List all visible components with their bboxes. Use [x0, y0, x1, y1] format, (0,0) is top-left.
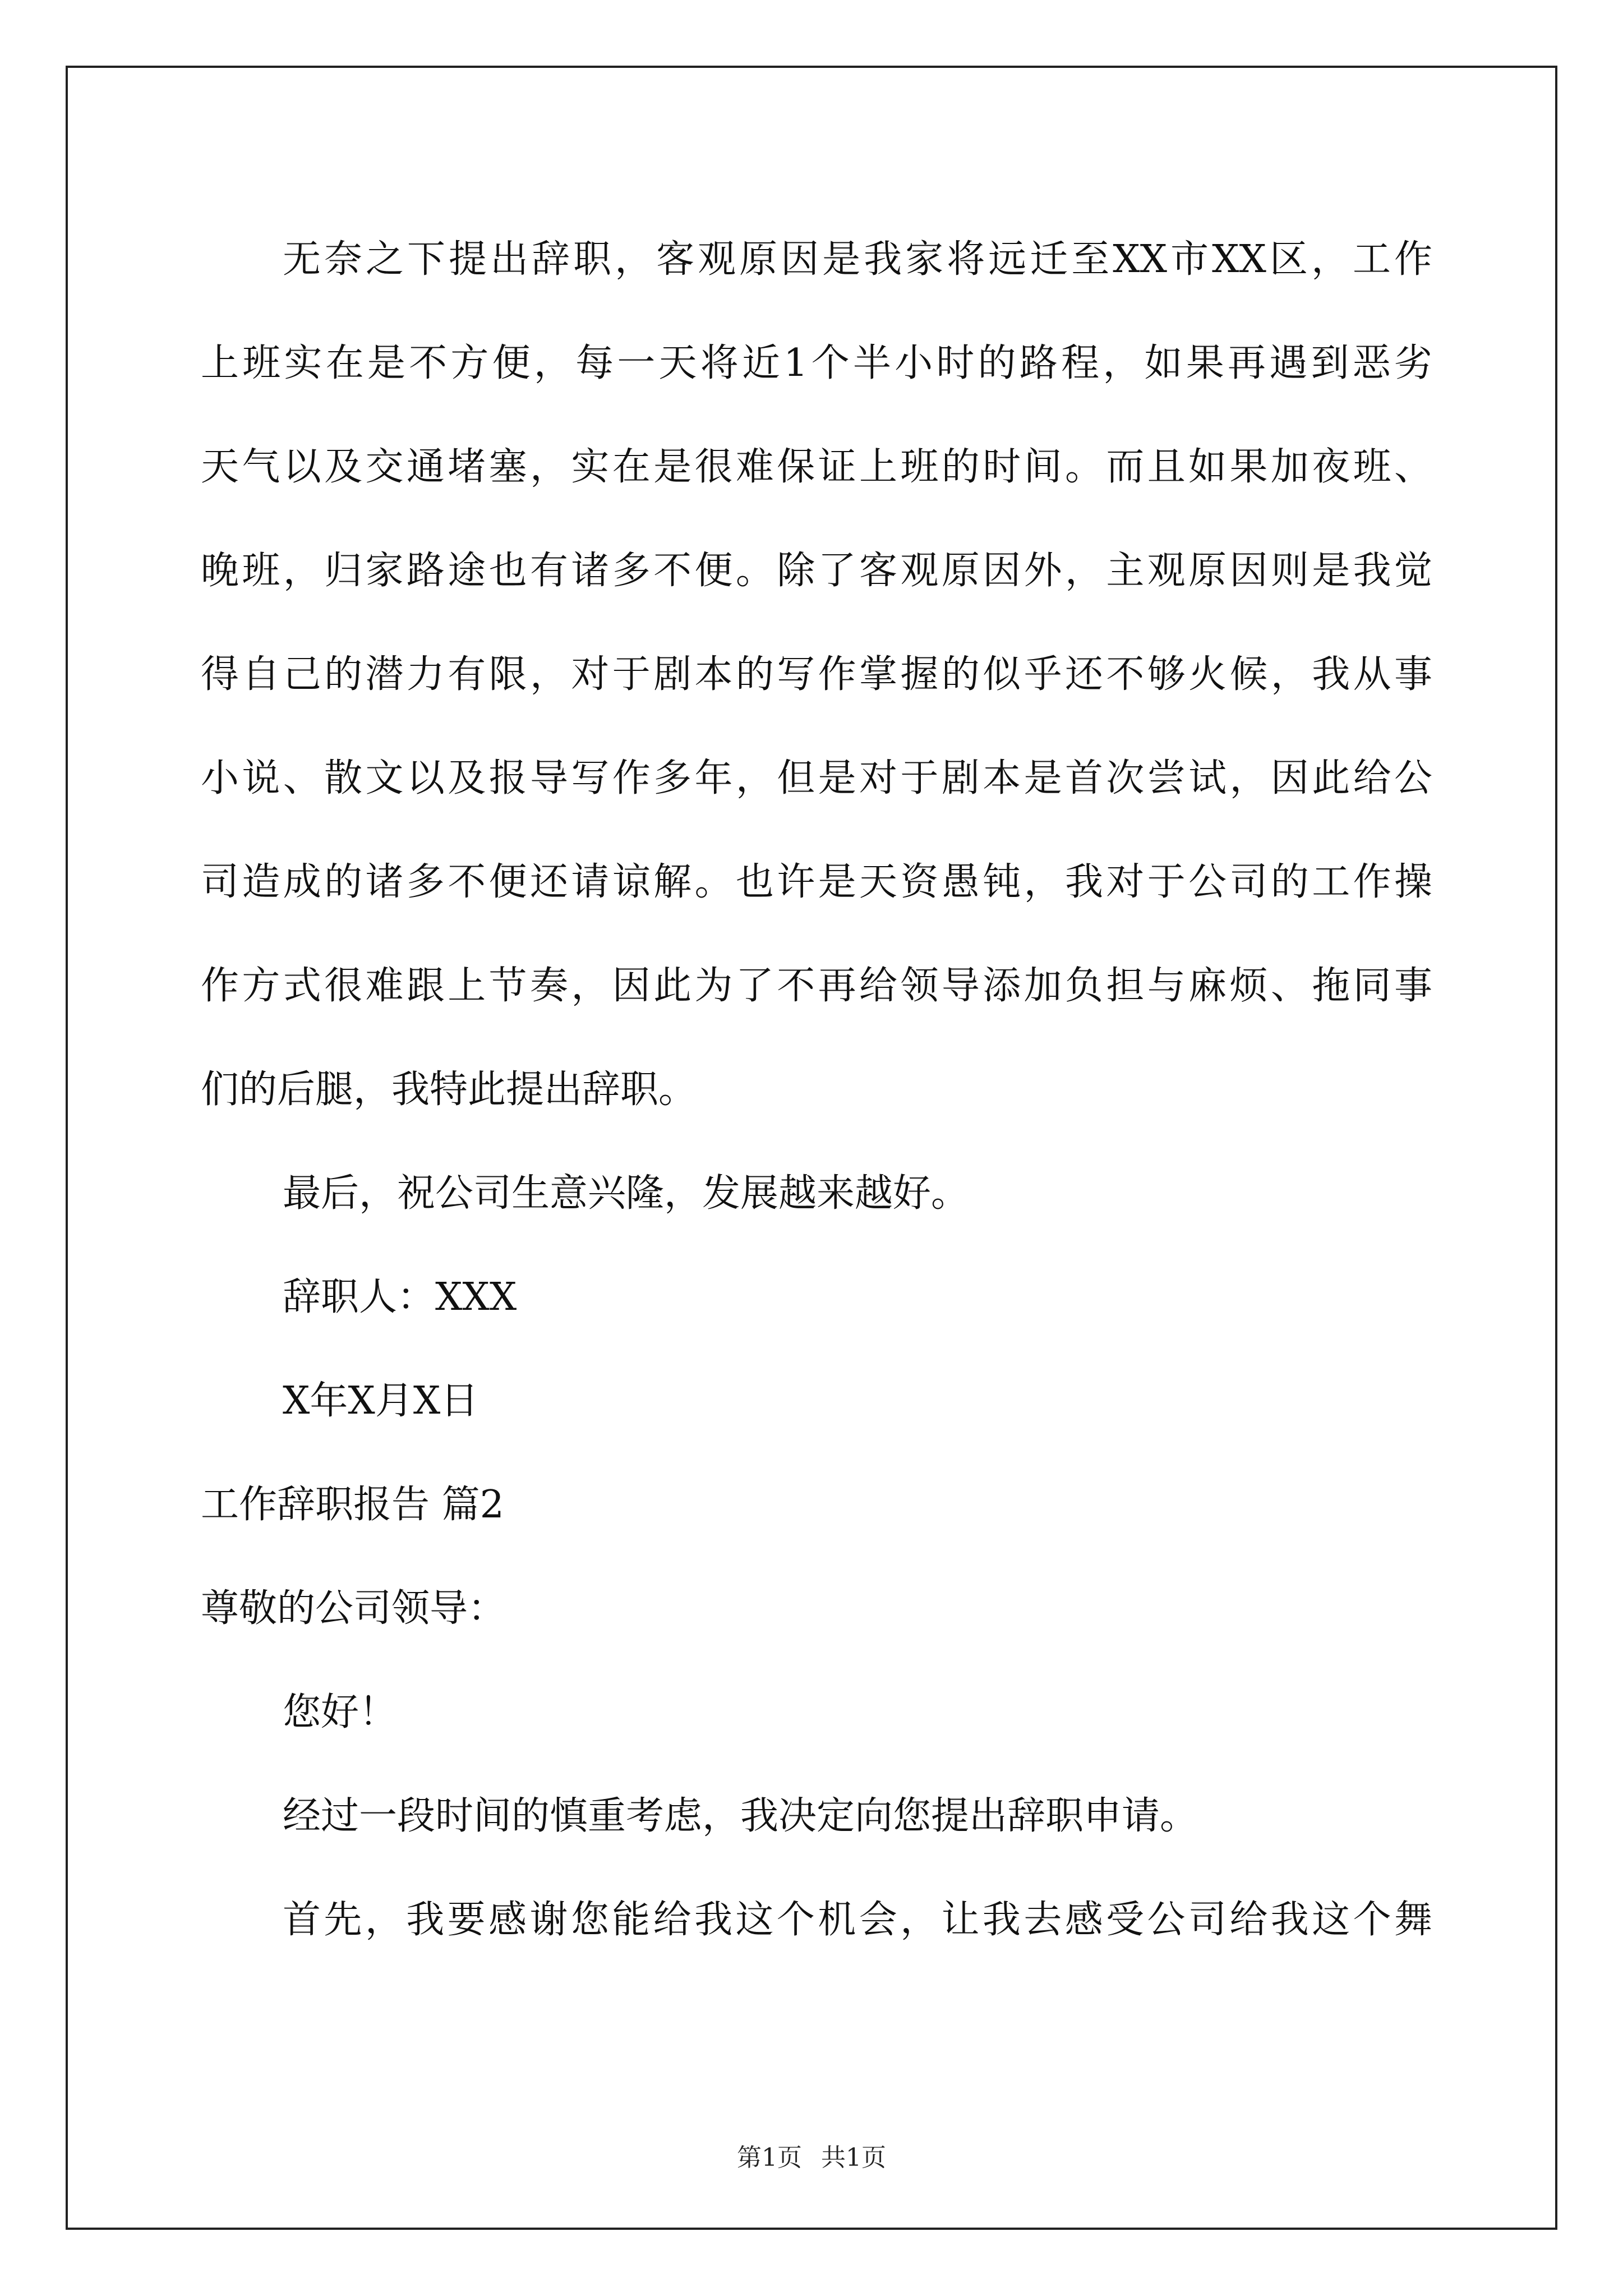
text-line: 上班实在是不方便，每一天将近1个半小时的路程，如果再遇到恶劣 — [201, 341, 1432, 385]
text-line: 得自己的潜力有限，对于剧本的写作掌握的似乎还不够火候，我从事 — [201, 652, 1432, 697]
text-line: 晚班，归家路途也有诸多不便。除了客观原因外，主观原因则是我觉 — [201, 549, 1432, 593]
text-line: 经过一段时间的慎重考虑，我决定向您提出辞职申请。 — [283, 1794, 1198, 1838]
document-body — [201, 208, 1432, 1972]
text-line: 作方式很难跟上节奏，因此为了不再给领导添加负担与麻烦、拖同事 — [201, 964, 1432, 1008]
text-line: X年X月X日 — [283, 1379, 479, 1423]
text-line: 无奈之下提出辞职，客观原因是我家将远迁至XX市XX区，工作 — [283, 237, 1432, 282]
text-line: 天气以及交通堵塞，实在是很难保证上班的时间。而且如果加夜班、 — [201, 445, 1432, 489]
text-line: 首先，我要感谢您能给我这个机会，让我去感受公司给我这个舞 — [283, 1898, 1432, 1942]
text-line: 工作辞职报告 篇2 — [201, 1483, 504, 1527]
page-total: 共1页 — [821, 2143, 886, 2172]
text-line: 尊敬的公司领导： — [201, 1586, 506, 1631]
page-footer — [0, 2137, 1623, 2173]
text-line: 们的后腿，我特此提出辞职。 — [201, 1068, 697, 1112]
text-line: 辞职人：XXX — [283, 1275, 517, 1319]
text-line: 司造成的诸多不便还请谅解。也许是天资愚钝，我对于公司的工作操 — [201, 860, 1432, 904]
page-number: 第1页 — [737, 2143, 802, 2172]
text-line: 小说、散文以及报导写作多年，但是对于剧本是首次尝试，因此给公 — [201, 756, 1432, 800]
text-line: 最后，祝公司生意兴隆，发展越来越好。 — [283, 1171, 970, 1216]
text-line: 您好！ — [283, 1690, 398, 1734]
